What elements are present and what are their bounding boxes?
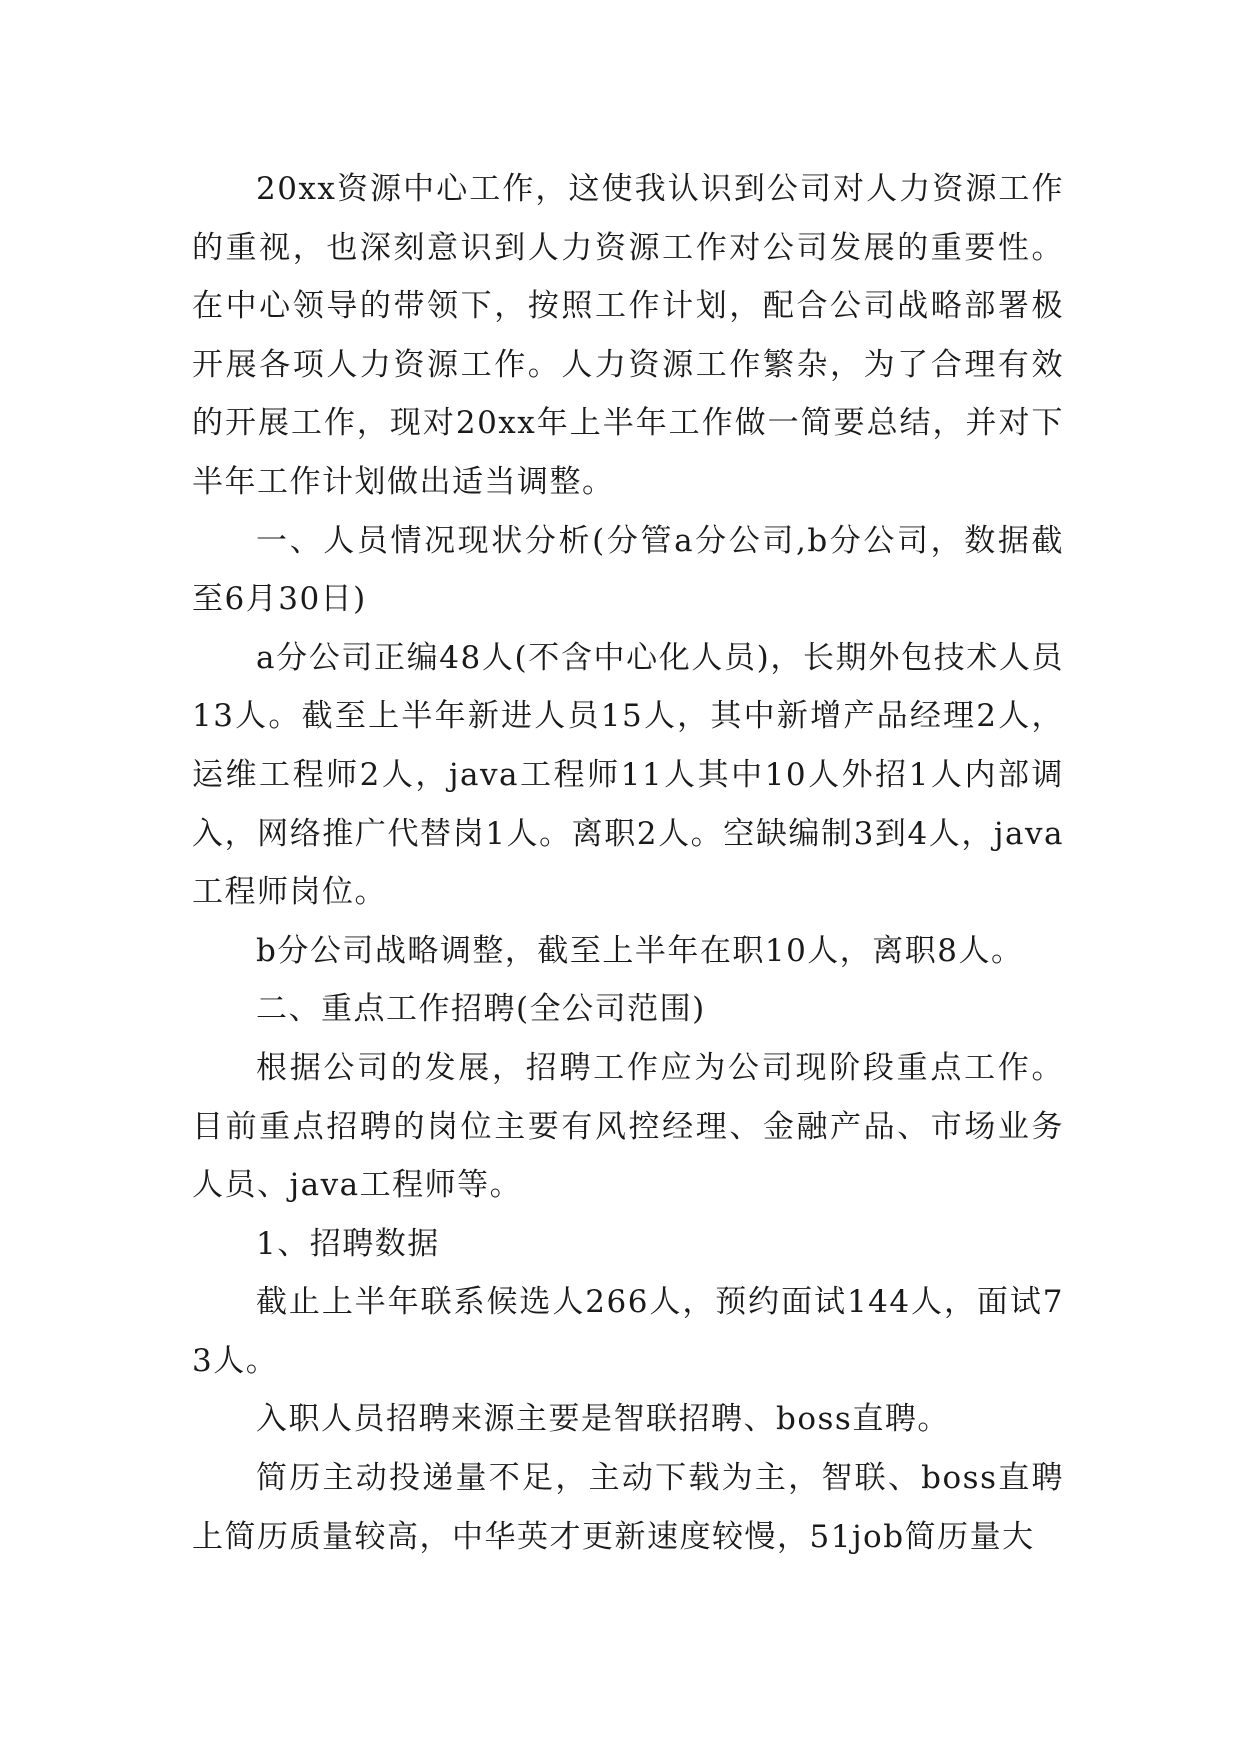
heading-recruitment-data: 1、招聘数据 <box>256 1225 440 1262</box>
document-page <box>192 160 1064 1566</box>
paragraph-branch-a: a分公司正编48人(不含中心化人员)，长期外包技术人员13人。截至上半年新进人员15人，其中新增产品经理2人，运维工程师2人，java工程师11人其中10人外招1人内部调入，网络推广代替岗1人。离职2人。空缺编制3到4人，java工程师岗位。 <box>192 639 1064 911</box>
paragraph-hire-sources: 入职人员招聘来源主要是智联招聘、boss直聘。 <box>256 1401 950 1438</box>
heading-staff-analysis: 一、人员情况现状分析(分管a分公司,b分公司，数据截至6月30日) <box>192 522 1064 618</box>
paragraph-branch-b: b分公司战略调整，截至上半年在职10人，离职8人。 <box>256 932 1024 969</box>
paragraph-recruitment-focus: 根据公司的发展，招聘工作应为公司现阶段重点工作。目前重点招聘的岗位主要有风控经理、金融产品、市场业务人员、java工程师等。 <box>192 1049 1064 1204</box>
paragraph-intro: 20xx资源中心工作，这使我认识到公司对人力资源工作的重视，也深刻意识到人力资源工作对公司发展的重要性。在中心领导的带领下，按照工作计划，配合公司战略部署极开展各项人力资源工作。人力资源工作繁杂，为了合理有效的开展工作，现对20xx年上半年工作做一简要总结，并对下半年工作计划做出适当调整。 <box>192 171 1064 500</box>
paragraph-resume-channels: 简历主动投递量不足，主动下载为主，智联、boss直聘上简历质量较高，中华英才更新速度较慢，51job简历量大 <box>192 1460 1064 1555</box>
heading-recruitment: 二、重点工作招聘(全公司范围) <box>256 991 706 1028</box>
paragraph-candidate-stats: 截止上半年联系候选人266人，预约面试144人，面试73人。 <box>192 1284 1064 1379</box>
